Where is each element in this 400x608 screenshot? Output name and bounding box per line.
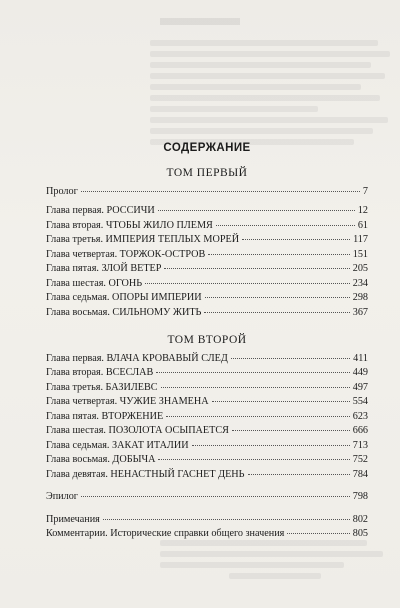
dot-leader	[166, 415, 350, 417]
dot-leader	[212, 400, 350, 402]
dot-leader	[158, 458, 349, 460]
page-number: 234	[352, 278, 368, 289]
page-number: 623	[352, 411, 368, 422]
page-number: 411	[353, 353, 368, 364]
dot-leader	[216, 224, 355, 226]
toc-entry: Глава седьмая. ОПОРЫ ИМПЕРИИ 298	[46, 292, 368, 303]
toc-entry-notes: Примечания 802	[46, 514, 368, 525]
toc-entry-epilogue: Эпилог 798	[46, 491, 368, 502]
page-number: 805	[352, 528, 368, 539]
page-number: 7	[362, 186, 368, 197]
page-number: 666	[352, 425, 368, 436]
dot-leader	[81, 495, 350, 497]
toc-entry: Глава вторая. ЧТОБЫ ЖИЛО ПЛЕМЯ 61	[46, 220, 368, 231]
page-number: 802	[352, 514, 368, 525]
toc-entry: Глава третья. ИМПЕРИЯ ТЕПЛЫХ МОРЕЙ 117	[46, 234, 368, 245]
page-number: 151	[352, 249, 368, 260]
page-number: 497	[352, 382, 368, 393]
toc-entry: Глава четвертая. ЧУЖИЕ ЗНАМЕНА 554	[46, 396, 368, 407]
dot-leader	[208, 253, 349, 255]
toc-entry: Глава девятая. НЕНАСТНЫЙ ГАСНЕТ ДЕНЬ 784	[46, 469, 368, 480]
toc-entry: Глава пятая. ВТОРЖЕНИЕ 623	[46, 411, 368, 422]
page-number: 12	[357, 205, 368, 216]
dot-leader	[192, 444, 350, 446]
dot-leader	[103, 518, 350, 520]
toc-entry: Глава первая. РОССИЧИ 12	[46, 205, 368, 216]
volume-one-title: ТОМ ПЕРВЫЙ	[166, 167, 248, 179]
dot-leader	[248, 473, 350, 475]
page-number: 117	[353, 234, 368, 245]
toc-entry: Глава пятая. ЗЛОЙ ВЕТЕР 205	[46, 263, 368, 274]
page-number: 784	[352, 469, 368, 480]
page-number: 298	[352, 292, 368, 303]
toc-entry: Глава шестая. ПОЗОЛОТА ОСЫПАЕТСЯ 666	[46, 425, 368, 436]
bleed-through-header	[160, 18, 240, 25]
toc-entry-commentary: Комментарии. Исторические справки общего значения 805	[46, 528, 368, 539]
bleed-through-text-bottom	[160, 540, 390, 584]
dot-leader	[204, 311, 349, 313]
dot-leader	[158, 209, 355, 211]
toc-entry: Глава седьмая. ЗАКАТ ИТАЛИИ 713	[46, 440, 368, 451]
page-number: 752	[352, 454, 368, 465]
toc-entry: Глава восьмая. ДОБЫЧА 752	[46, 454, 368, 465]
dot-leader	[164, 267, 349, 269]
dot-leader	[81, 190, 360, 192]
dot-leader	[242, 238, 350, 240]
page-number: 61	[357, 220, 368, 231]
page-number: 205	[352, 263, 368, 274]
toc-entry: Пролог 7	[46, 186, 368, 197]
toc-entry: Глава первая. ВЛАЧА КРОВАВЫЙ СЛЕД 411	[46, 353, 368, 364]
page-number: 367	[352, 307, 368, 318]
toc-entry: Глава шестая. ОГОНЬ 234	[46, 278, 368, 289]
dot-leader	[287, 532, 349, 534]
page-number: 449	[352, 367, 368, 378]
toc-entry: Глава четвертая. ТОРЖОК-ОСТРОВ 151	[46, 249, 368, 260]
contents-heading: СОДЕРЖАНИЕ	[163, 142, 251, 154]
toc-entry: Глава восьмая. СИЛЬНОМУ ЖИТЬ 367	[46, 307, 368, 318]
toc-entry: Глава третья. БАЗИЛЕВС 497	[46, 382, 368, 393]
dot-leader	[145, 282, 350, 284]
dot-leader	[231, 357, 350, 359]
dot-leader	[156, 371, 349, 373]
toc-entry: Глава вторая. ВСЕСЛАВ 449	[46, 367, 368, 378]
bleed-through-text	[150, 40, 390, 150]
dot-leader	[161, 386, 350, 388]
volume-two-title: ТОМ ВТОРОЙ	[167, 334, 247, 346]
page-number: 798	[352, 491, 368, 502]
dot-leader	[232, 429, 350, 431]
dot-leader	[205, 296, 350, 298]
page-number: 554	[352, 396, 368, 407]
page-number: 713	[352, 440, 368, 451]
